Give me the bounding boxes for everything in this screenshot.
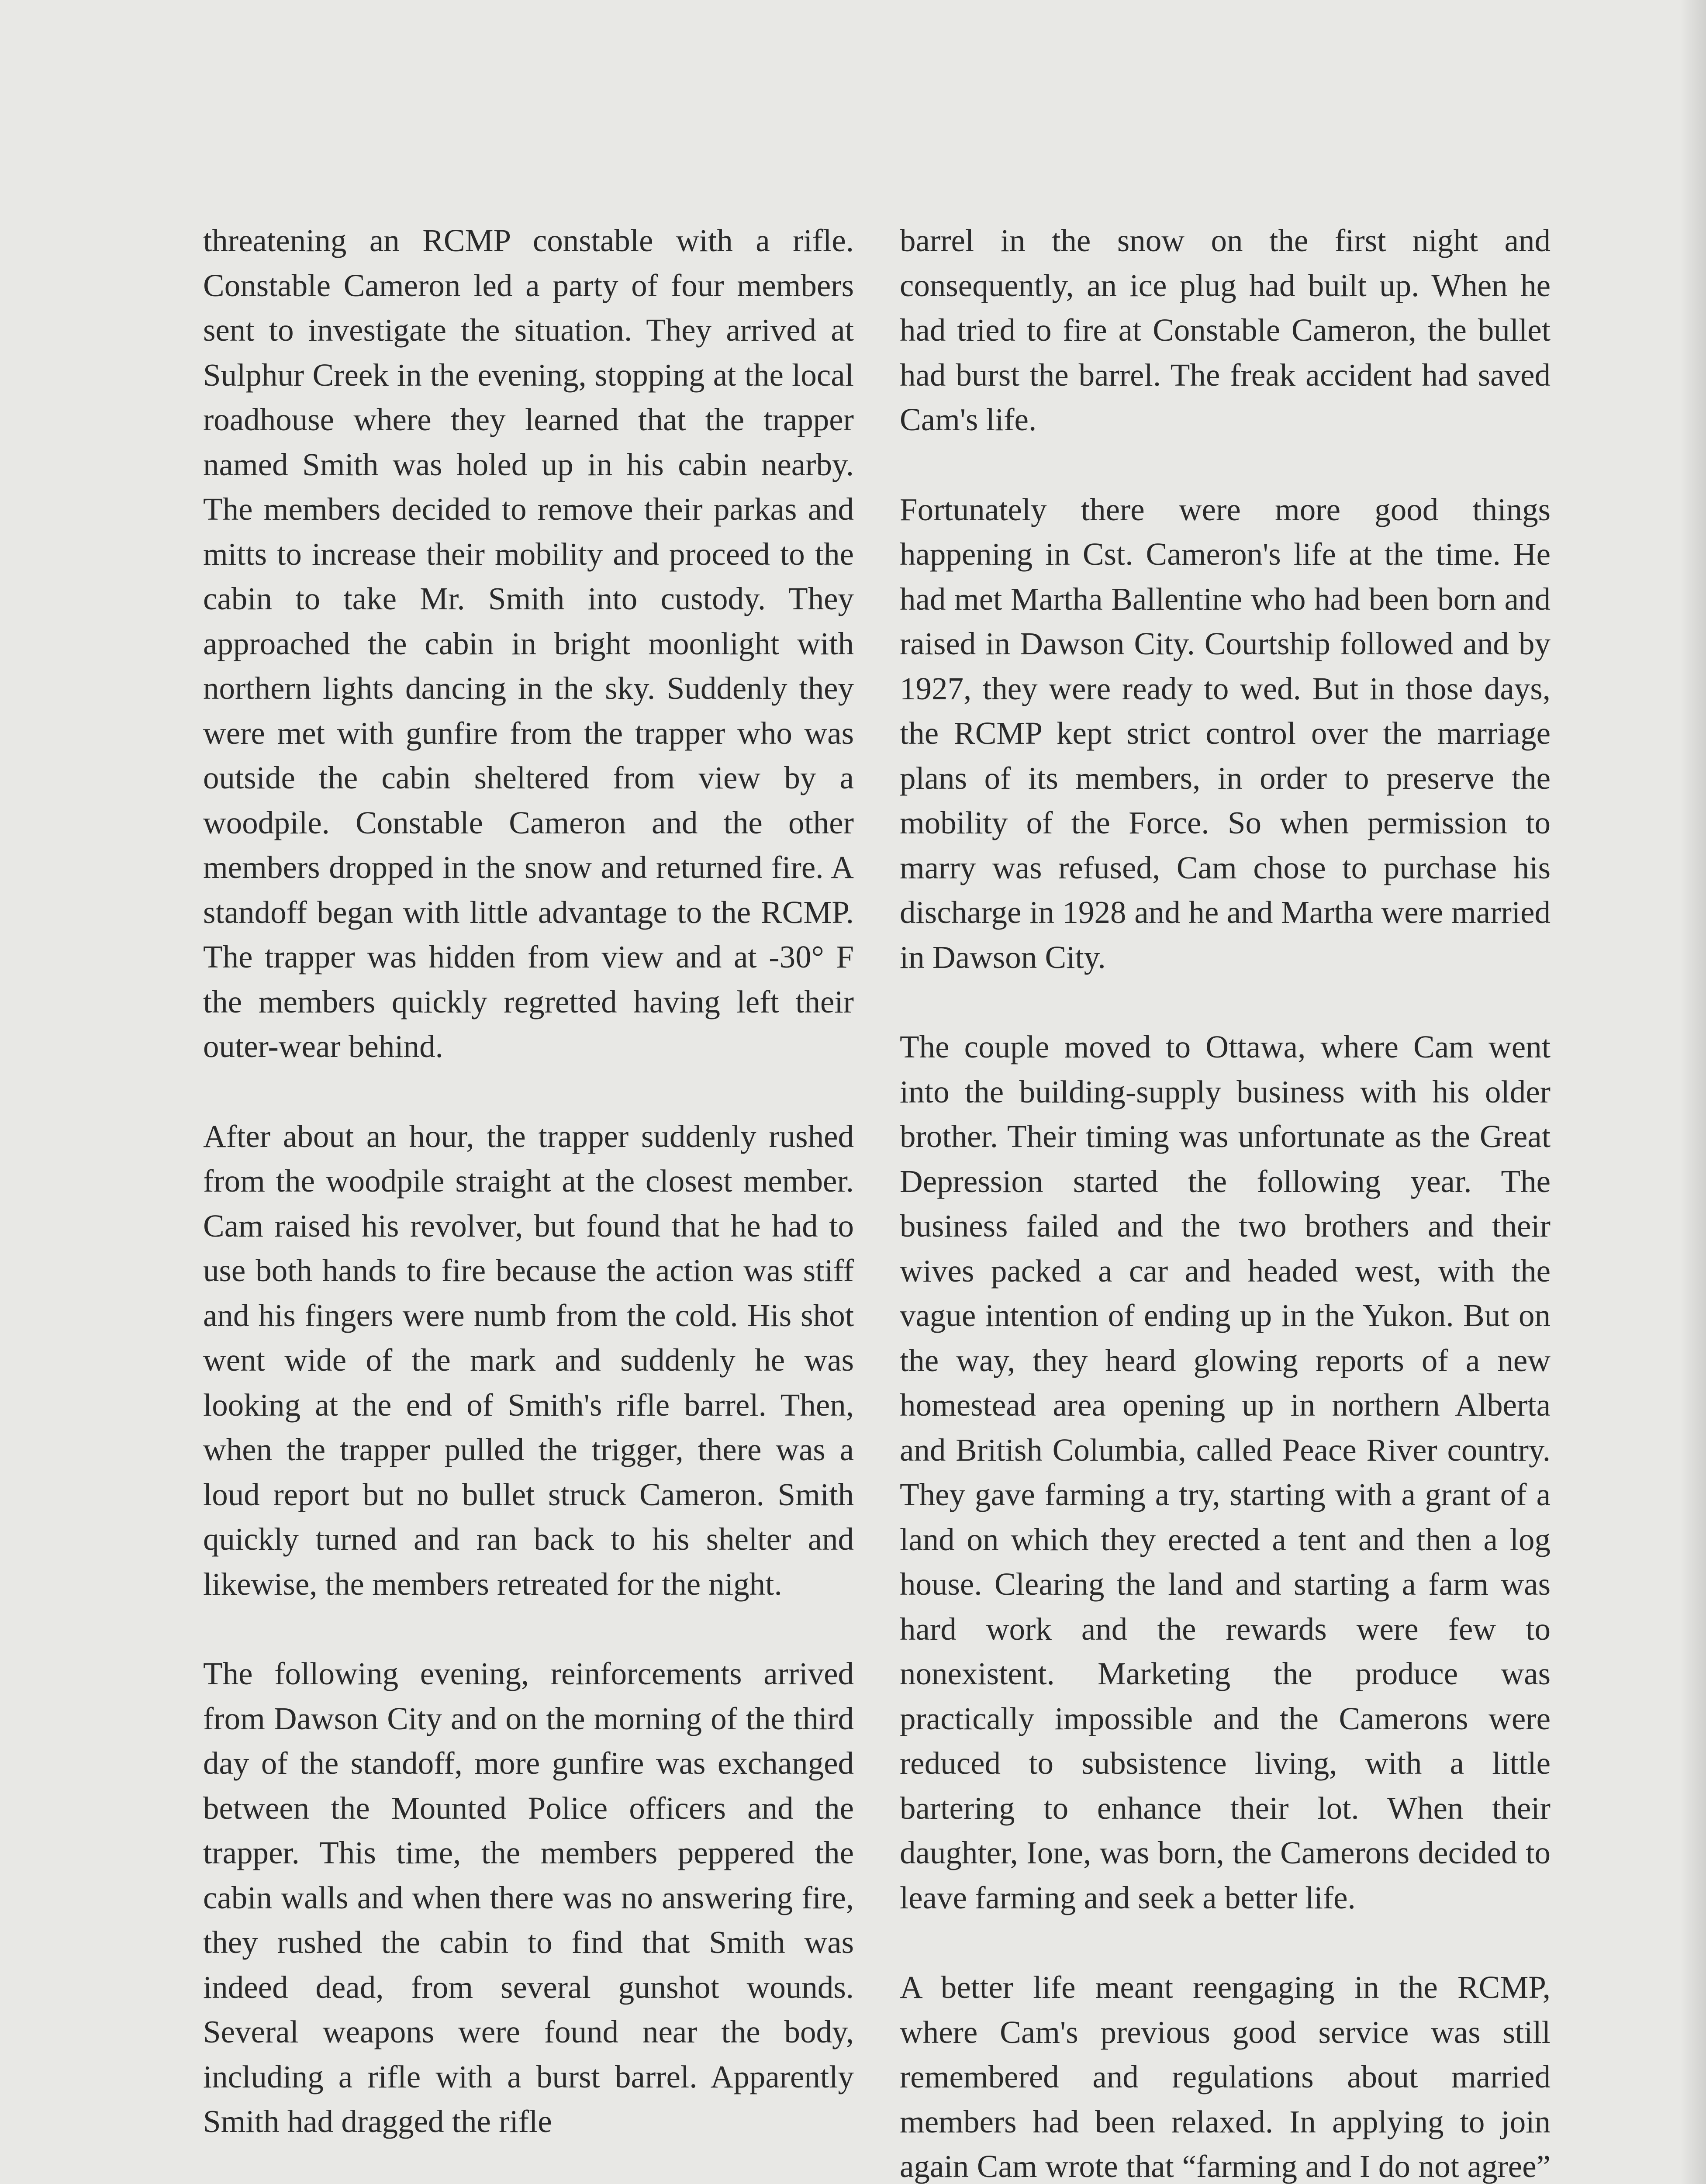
paragraph: threatening an RCMP constable with a rifle. Constable Cameron led a party of four members sent to investigate the situation. They arrived at Sulphur Creek in the evening, stopping at the local roadhouse where they learned that the trapper named Smith was holed up in his cabin nearby. The members decided to remove their parkas and mitts to increase their mobility and proceed to the cabin to take Mr. Smith into custody. They approached the cabin in bright moonlight with northern lights dancing in the sky. Suddenly they were met with gunfire from the trapper who was outside the cabin sheltered from view by a woodpile. Constable Cameron and the other members dropped in the snow and returned fire. A standoff began with little advantage to the RCMP. The trapper was hidden from view and at -30° F the members quickly regretted having left their outer-wear behind. [203,223,854,1064]
paragraph: The couple moved to Ottawa, where Cam went into the building-supply business with his older brother. Their timing was unfortunate as the Great Depression started the following year. The business failed and the two brothers and their wives packed a car and headed west, with the vague intention of ending up in the Yukon. But on the way, they heard glowing reports of a new homestead area opening up in northern Alberta and British Columbia, called Peace River country. They gave farming a try, starting with a grant of a land on which they erected a tent and then a log house. Clearing the land and starting a farm was hard work and the rewards were few to nonexistent. Marketing the produce was practically impossible and the Camerons were reduced to subsistence living, with a little bartering to enhance their lot. When their daughter, Ione, was born, the Camerons decided to leave farming and seek a better life. [900,1029,1551,1915]
right-text-column [900,218,1551,2184]
paragraph: After about an hour, the trapper suddenly rushed from the woodpile straight at the closest member. Cam raised his revolver, but found that he had to use both hands to fire because the action was stiff and his fingers were numb from the cold. His shot went wide of the mark and suddenly he was looking at the end of Smith's rifle barrel. Then, when the trapper pulled the trigger, there was a loud report but no bullet struck Cameron. Smith quickly turned and ran back to his shelter and likewise, the members retreated for the night. [203,1118,854,1602]
left-text-column [203,218,854,2144]
paragraph: The following evening, reinforcements arrived from Dawson City and on the morning of the third day of the standoff, more gunfire was exchanged between the Mounted Police officers and the trapper. This time, the members peppered the cabin walls and when there was no answering fire, they rushed the cabin to find that Smith was indeed dead, from several gunshot wounds. Several weapons were found near the body, including a rifle with a burst barrel. Apparently Smith had dragged the rifle [203,1656,854,2139]
paragraph: A better life meant reengaging in the RCMP, where Cam's previous good service was still remembered and regulations about married members had been relaxed. In applying to join again Cam wrote that “farming and I do not agree” [900,1970,1551,2184]
paragraph: barrel in the snow on the first night and consequently, an ice plug had built up. When he had tried to fire at Constable Cameron, the bullet had burst the barrel. The freak accident had saved Cam's life. [900,223,1551,437]
paragraph: Fortunately there were more good things happening in Cst. Cameron's life at the time. He had met Martha Ballentine who had been born and raised in Dawson City. Courtship followed and by 1927, they were ready to wed. But in those days, the RCMP kept strict control over the marriage plans of its members, in order to preserve the mobility of the Force. So when permission to marry was refused, Cam chose to purchase his discharge in 1928 and he and Martha were married in Dawson City. [900,491,1551,975]
